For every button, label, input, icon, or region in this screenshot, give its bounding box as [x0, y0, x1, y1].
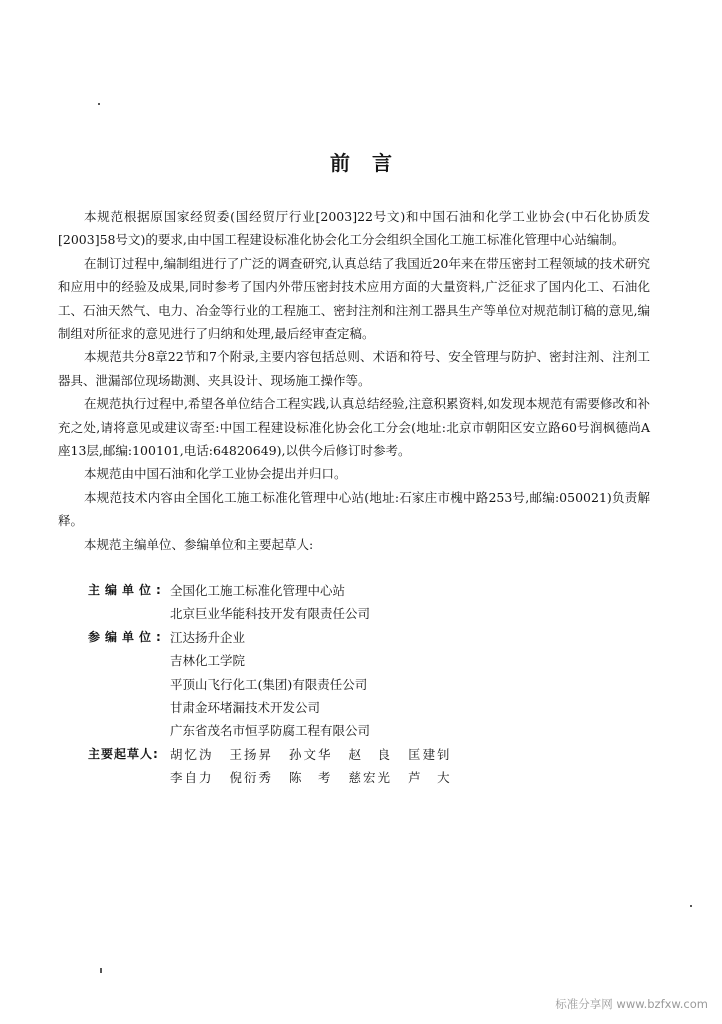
drafter-name: 李自力: [170, 770, 214, 786]
drafters-row: [88, 766, 608, 789]
watermark-footer: 标准分享网 www.bzfxw.com: [555, 997, 708, 1011]
chief-editor-label: 主编单位:: [88, 583, 166, 597]
co-editor-row: [88, 719, 608, 742]
chief-editor-unit: 北京巨业华能科技开发有限责任公司: [170, 606, 371, 622]
co-editor-unit: 江达扬升企业: [170, 629, 246, 645]
drafter-name: 王扬昇: [229, 746, 274, 762]
scan-speck: [100, 968, 102, 973]
drafter-names: [170, 766, 608, 789]
paragraph: 本规范主编单位、参编单位和主要起草人:: [84, 536, 314, 552]
preface-body: [58, 205, 650, 556]
drafter-name: 倪衍秀: [229, 770, 274, 786]
drafter-name: 赵 良: [348, 746, 393, 762]
drafter-name: 胡忆沩: [170, 746, 214, 762]
drafter-name: 匡建钊: [408, 746, 452, 762]
drafter-name: 芦 大: [408, 770, 452, 786]
scan-speck: [98, 103, 100, 105]
page-title: 前言: [330, 151, 414, 175]
co-editor-unit: 吉林化工学院: [170, 653, 246, 669]
drafters-row: [88, 743, 608, 766]
paragraph: 本规范技术内容由全国化工施工标准化管理中心站(地址:石家庄市槐中路253号,邮编:050021)负责解释。: [58, 489, 650, 529]
co-editor-unit: 平顶山飞行化工(集团)有限责任公司: [170, 676, 368, 692]
paragraph: 本规范共分8章22节和7个附录,主要内容包括总则、术语和符号、安全管理与防护、密封注剂、注剂工器具、泄漏部位现场勘测、夹具设计、现场施工操作等。: [58, 349, 650, 388]
drafter-name: 孙文华: [289, 746, 333, 762]
paragraph: 在制订过程中,编制组进行了广泛的调查研究,认真总结了我国近20年来在带压密封工程领域的技术研究和应用中的经验及成果,同时参考了国内外带压密封技术应用方面的大量资料,广泛征求了国内化工、石油化工、石油天然气、电力、冶金等行业的工程施工、密封注剂和注剂工器具生产等单位对规范制订稿的意见,编制组对所征求的意见进行了归纳和处理,最后经审查定稿。: [58, 255, 650, 342]
drafter-name: 陈 考: [289, 770, 333, 786]
drafter-name: 慈宏光: [348, 770, 393, 786]
co-editor-unit: 广东省茂名市恒孚防腐工程有限公司: [170, 723, 371, 739]
editing-units: [88, 579, 608, 790]
paragraph: 本规范由中国石油和化学工业协会提出并归口。: [84, 466, 347, 482]
co-editor-label: 参编单位:: [88, 629, 166, 644]
drafters-label: 主要起草人:: [88, 746, 159, 761]
chief-editor-row: [88, 602, 608, 625]
co-editor-row: [88, 626, 608, 649]
co-editor-row: [88, 649, 608, 672]
paragraph: 在规范执行过程中,希望各单位结合工程实践,认真总结经验,注意积累资料,如发现本规范有需要修改和补充之处,请将意见或建议寄至:中国工程建设标准化协会化工分会(地址:北京市朝阳区安立路60号润枫德尚A座13层,邮编:100101,电话:64820649),以供今后修订时参考。: [58, 396, 650, 459]
scan-speck: [690, 905, 692, 907]
chief-editor-unit: 全国化工施工标准化管理中心站: [170, 583, 346, 598]
co-editor-unit: 甘肃金环堵漏技术开发公司: [170, 700, 321, 716]
chief-editor-row: [88, 579, 608, 602]
drafter-names: [170, 743, 608, 766]
co-editor-row: [88, 673, 608, 696]
paragraph: 本规范根据原国家经贸委(国经贸厅行业[2003]22号文)和中国石油和化学工业协会(中石化协质发[2003]58号文)的要求,由中国工程建设标准化协会化工分会组织全国化工施工标准化管理中心站编制。: [58, 209, 650, 248]
co-editor-row: [88, 696, 608, 719]
